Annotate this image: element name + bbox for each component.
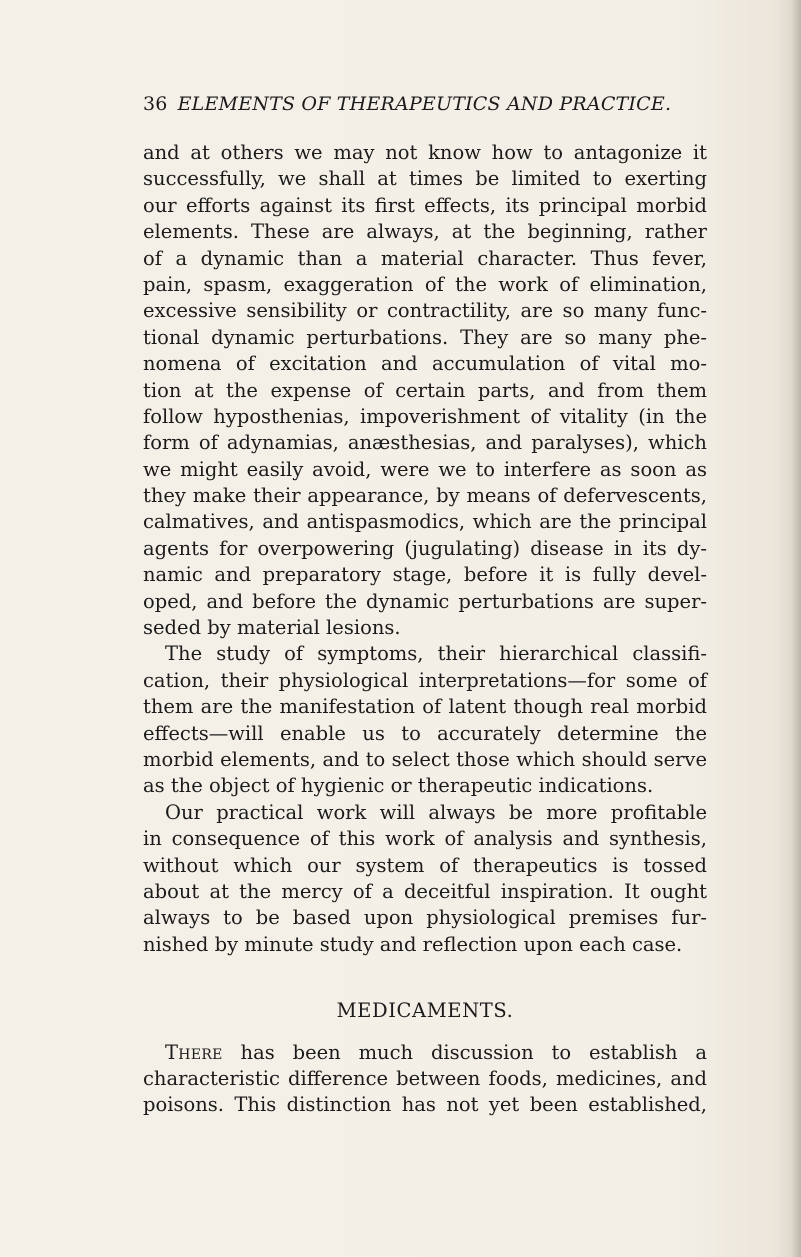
text-line: excessive sensibility or contractility, are so many func-	[143, 299, 707, 323]
text-line	[143, 1040, 707, 1066]
text-line: effects—will enable us to accurately determine the	[143, 721, 707, 745]
text-line: form of adynamias, anæsthesias, and paralyses), which	[143, 431, 707, 455]
text-line: we might easily avoid, were we to interfere as soon as	[143, 457, 707, 481]
text-line: follow hyposthenias, impoverishment of vitality (in the	[143, 404, 707, 428]
text-line: in consequence of this work of analysis and synthesis,	[143, 827, 707, 851]
text-line: successfully, we shall at times be limited to exerting	[143, 167, 707, 191]
section-first-word: There	[165, 1040, 223, 1064]
running-head	[143, 92, 703, 116]
text-line: seded by material lesions.	[143, 616, 401, 640]
text-line: pain, spasm, exaggeration of the work of elimination,	[143, 272, 707, 296]
text-line: our efforts against its first effects, its principal morbid	[143, 193, 707, 217]
text-line: tion at the expense of certain parts, and from them	[143, 378, 707, 402]
body-text	[143, 140, 707, 1119]
section-heading: MEDICAMENTS.	[336, 999, 514, 1023]
text-line: always to be based upon physiological premises fur-	[143, 906, 707, 930]
text-line: them are the manifestation of latent though real morbid	[143, 695, 707, 719]
text-line: namic and preparatory stage, before it is fully devel-	[143, 563, 707, 587]
text-line: agents for overpowering (jugulating) disease in its dy-	[143, 536, 707, 560]
running-head-title: ELEMENTS OF THERAPEUTICS AND PRACTICE.	[177, 93, 672, 115]
text-line: tional dynamic perturbations. They are so many phe-	[143, 325, 707, 349]
page-number: 36	[143, 93, 168, 115]
text-line: elements. These are always, at the beginning, rather	[143, 220, 707, 244]
text-line: about at the mercy of a deceitful inspiration. It ought	[143, 879, 707, 903]
text-line: they make their appearance, by means of defervescents,	[143, 484, 707, 508]
page-edge-shadow	[791, 0, 801, 1257]
text-line: nomena of excitation and accumulation of vital mo-	[143, 352, 707, 376]
text-line: nished by minute study and reflection upon each case.	[143, 932, 683, 956]
text-line-rest: has been much discussion to establish a	[222, 1040, 707, 1064]
text-line: Our practical work will always be more profitable	[165, 800, 707, 824]
text-line: and at others we may not know how to antagonize it	[143, 141, 707, 164]
text-line: as the object of hygienic or therapeutic indications.	[143, 774, 654, 798]
text-line: poisons. This distinction has not yet been established,	[143, 1093, 707, 1117]
text-line: calmatives, and antispasmodics, which are the principal	[143, 510, 707, 534]
text-line: cation, their physiological interpretations—for some of	[143, 668, 707, 692]
text-line: characteristic difference between foods, medicines, and	[143, 1066, 707, 1090]
text-line: morbid elements, and to select those which should serve	[143, 747, 707, 771]
text-line: without which our system of therapeutics is tossed	[143, 853, 707, 877]
text-line: The study of symptoms, their hierarchical classifi-	[165, 642, 707, 666]
text-line: of a dynamic than a material character. Thus fever,	[143, 246, 707, 270]
text-line: oped, and before the dynamic perturbations are super-	[143, 589, 707, 613]
